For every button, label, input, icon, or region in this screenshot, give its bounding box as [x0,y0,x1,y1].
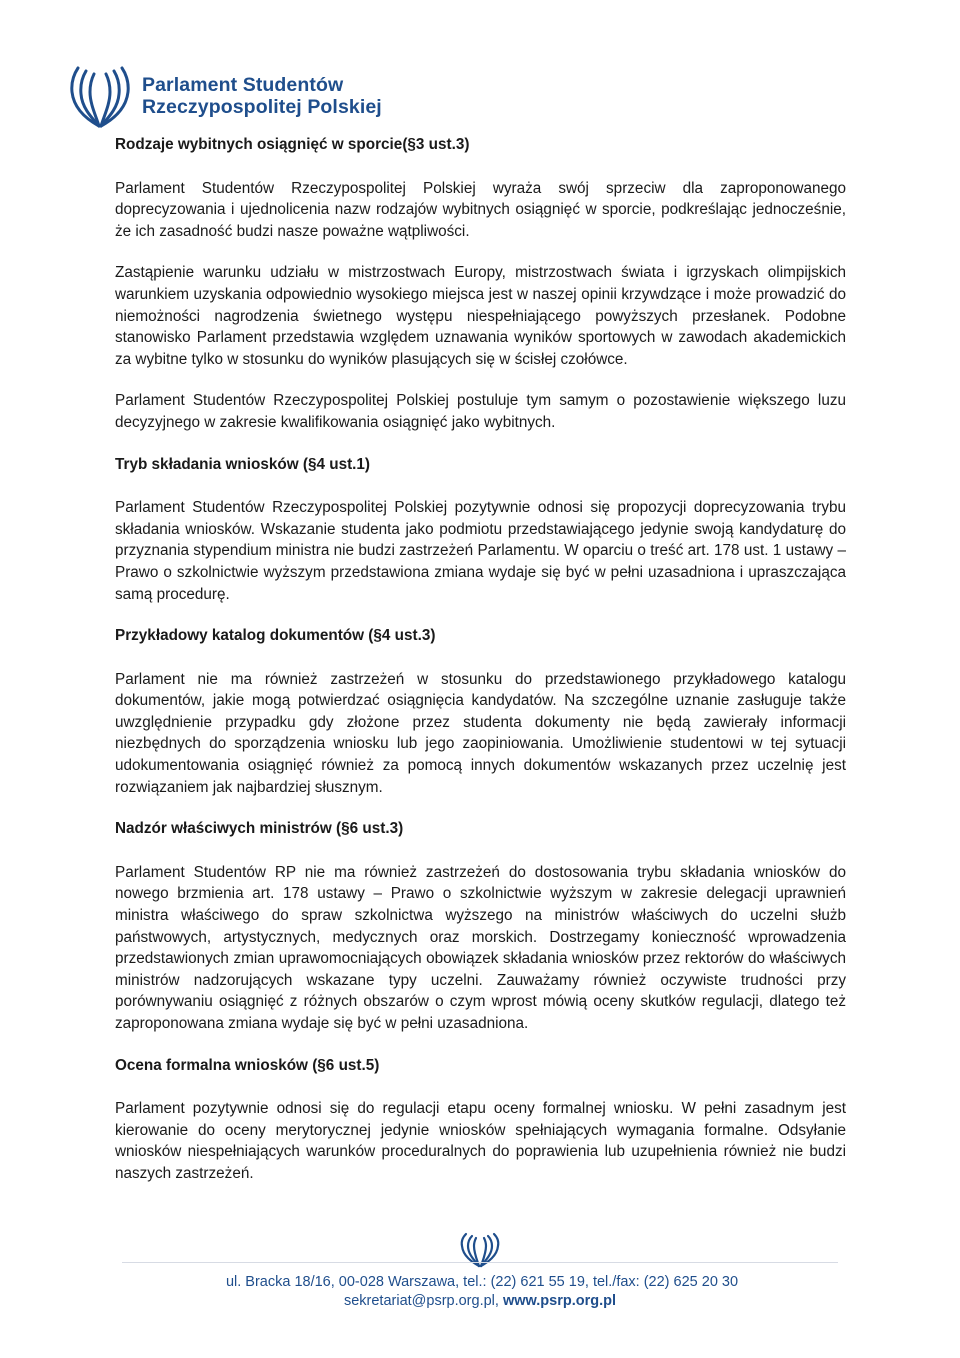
footer-address: ul. Bracka 18/16, 00-028 Warszawa, tel.: (22) 621 55 19, tel./fax: (22) 625 20 30 [225,1274,739,1290]
paragraph: Parlament pozytywnie odnosi się do regulacji etapu oceny formalnej wniosku. W pełni zasadnym jest kierowanie do oceny merytorycznej jedynie wniosków spełniających wymagania formalne. Odsyłanie wniosków niespełniających warunków proceduralnych do poprawienia lub uzupełnienia również nie budzi naszych zastrzeżeń. [115,1100,846,1182]
paragraph: Parlament Studentów RP nie ma również zastrzeżeń do dostosowania trybu składania wniosków do nowego brzmienia art. 178 ustawy – Prawo o szkolnictwie wyższym w zakresie delegacji uprawnień ministra właściwego do spraw szkolnictwa wyższego na ministrów właściwych do uczelni służb państwowych, artystycznych, medycznych oraz morskich. Dostrzegamy konieczność wprowadzenia przedstawionych zmian uprawomocniających obowiązek składania wniosków przez rektorów do właściwych ministrów nadzorujących wskazane typy uczelni. Zauważamy również oczywiste trudności przy porównywaniu osiągnięć z różnych obszarów o czym wprost mówią oceny skutków regulacji, dlatego też zaproponowana zmiana wydaje się być w pełni uzasadniona. [115,863,846,1032]
section-heading: Przykładowy katalog dokumentów (§4 ust.3) [115,627,436,645]
paragraph: Parlament Studentów Rzeczypospolitej Polskiej postuluje tym samym o pozostawienie większego luzu decyzyjnego w zakresie kwalifikowania osiągnięć jako wybitnych. [115,392,846,431]
paragraph: Parlament nie ma również zastrzeżeń w stosunku do przedstawionego przykładowego katalogu dokumentów, jakie mogą potwierdzać osiągnięcia kandydatów. Na szczególne uznanie zasługuje także uwzględnienie przypadku gdy złożone przez studenta dokumenty nie będą zawierały informacji niezbędnych do sporządzenia wniosku lub jego zaopiniowania. Umożliwienie studentowi w tej sytuacji udokumentowania osiągnięć również za pomocą innych dokumentów wskazanych przez uczelnię jest rozwiązaniem jak najbardziej słusznym. [115,670,846,796]
paragraph: Parlament Studentów Rzeczypospolitej Polskiej wyraża swój sprzeciw dla zaproponowanego doprecyzowania i ujednolicenia nazw rodzajów wybitnych osiągnięć w sporcie, podkreślając jednocześnie, że ich zasadność budzi nasze poważne wątpliwości. [115,179,846,240]
section-heading: Tryb składania wniosków (§4 ust.1) [115,455,371,473]
section-heading: Rodzaje wybitnych osiągnięć w sporcie(§3 ust.3) [115,136,470,153]
header-logo [66,62,382,130]
section-heading: Ocena formalna wniosków (§6 ust.5) [115,1056,380,1074]
footer-contact [0,1293,960,1309]
org-name-line2: Rzeczypospolitej Polskiej [142,96,382,118]
document-body [115,134,846,1185]
paragraph: Parlament Studentów Rzeczypospolitej Polskiej pozytywnie odnosi się propozycji doprecyzowania trybu składania wniosków. Wskazanie studenta jako podmiotu przedstawiającego jedynie swoją kandydaturę do przyznania stypendium ministra nie budzi zastrzeżeń Parlamentu. W oparciu o treść art. 178 ust. 1 ustawy – Prawo o szkolnictwie wyższym przedstawiona zmiana wydaje się być w pełni uzasadniona i upraszczająca samą procedurę. [115,499,846,603]
org-name-line1: Parlament Studentów [142,74,344,96]
paragraph: Zastąpienie warunku udziału w mistrzostwach Europy, mistrzostwach świata i igrzyskach olimpijskich warunkiem uzyskania odpowiednio wysokiego miejsca jest w naszej opinii krzywdzące i może prowadzić do niemożności nagrodzenia świetnego występu niespełniającego powyższych przesłanek. Podobne stanowisko Parlament przedstawia względem uznawania wyników sportowych w zawodach akademickich za wybitne tylko w stosunku do wyników plasujących się w ścisłej czołówce. [115,264,846,368]
footer-website[interactable]: www.psrp.org.pl [502,1293,617,1309]
footer-divider [122,1262,838,1263]
section-heading: Nadzór właściwych ministrów (§6 ust.3) [115,820,404,838]
footer-email[interactable]: sekretariat@psrp.org.pl, [343,1293,503,1309]
psrp-wing-logo-icon [66,62,134,130]
